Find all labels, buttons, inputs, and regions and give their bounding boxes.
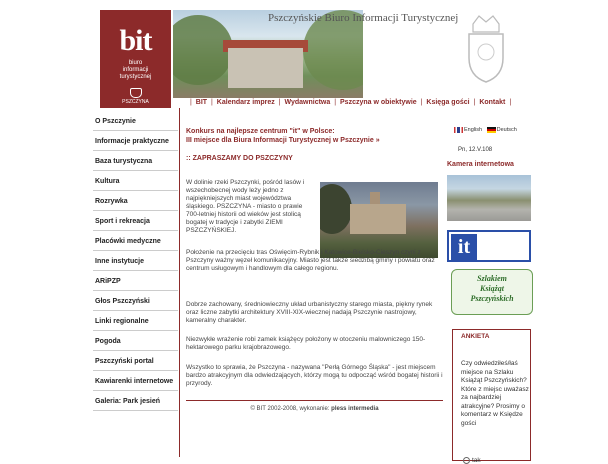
architecture-paragraph: Dobrze zachowany, średniowieczny układ urbanistyczny starego miasta, piękny rynek oraz liczne zabytki architektury XVIII-XIX-wiecznej nadają Pszczynie nastrojowy, kameralny charakter.: [186, 301, 433, 324]
nav-link-kontakt[interactable]: Kontakt: [479, 99, 506, 106]
sidebar-item-kultura[interactable]: Kultura: [93, 176, 178, 191]
logo-line: turystycznej: [119, 74, 152, 80]
sidebar: [93, 116, 178, 416]
szlak-line: Książąt: [479, 284, 504, 293]
building-shape: [228, 48, 303, 88]
tree-shape: [320, 184, 352, 234]
sidebar-item-kawiarenki[interactable]: Kawiarenki internetowe: [93, 376, 178, 391]
webcam-label[interactable]: Kamera internetowa: [447, 161, 514, 168]
sidebar-item-portal[interactable]: Pszczyński portal: [93, 356, 178, 371]
logo-town: PSZCZYNA: [122, 99, 149, 105]
sidebar-item-placowki[interactable]: Placówki medyczne: [93, 236, 178, 251]
nav-link-ksiega[interactable]: Księga gości: [426, 99, 470, 106]
sidebar-item-pogoda[interactable]: Pogoda: [93, 336, 178, 351]
sidebar-item-rozrywka[interactable]: Rozrywka: [93, 196, 178, 211]
site-title: Pszczyńskie Biuro Informacji Turystycznej: [268, 12, 459, 24]
szlak-line: Pszczyńskich: [470, 294, 514, 303]
poll-box: [452, 329, 531, 464]
footer-copyright: © BIT 2002-2008, wykonanie:: [250, 406, 330, 412]
current-date: Pn, 12.V.108: [458, 147, 493, 153]
language-switch: [454, 127, 517, 133]
sidebar-item-linki[interactable]: Linki regionalne: [93, 316, 178, 331]
castle-photo: [320, 182, 438, 258]
webcam-image[interactable]: [447, 175, 531, 221]
sidebar-item-aripzp[interactable]: ARiPZP: [93, 276, 178, 291]
main-content: [186, 127, 443, 387]
it-logo-banner[interactable]: [447, 230, 531, 262]
sidebar-item-baza[interactable]: Baza turystyczna: [93, 156, 178, 171]
castle-paragraph: Niezwykłe wrażenie robi zamek książęcy położony w otoczeniu malowniczego 150-hektarowego parku krajobrazowego.: [186, 336, 426, 351]
radio-icon[interactable]: [463, 457, 470, 464]
nav-link-bit[interactable]: BIT: [195, 99, 208, 106]
poll-question: Czy odwiedziłeś/łaś miejsce na Szlaku Książąt Pszczyńskich? Które z miejsc uważasz za najbardziej atrakcyjne? Prosimy o komentarz w Księdze gości: [461, 360, 529, 427]
uk-flag-icon: [454, 127, 463, 133]
sidebar-item-galeria[interactable]: Galeria: Park jesień: [93, 396, 178, 411]
sidebar-item-sport[interactable]: Sport i rekreacja: [93, 216, 178, 231]
logo-line: biuro: [128, 60, 143, 66]
poll-option-label: tak: [472, 457, 481, 464]
lang-deutsch-label: Deutsch: [496, 127, 517, 134]
footer-maker-link[interactable]: pless intermedia: [331, 406, 379, 412]
contest-headline[interactable]: [186, 127, 443, 145]
lang-deutsch-button[interactable]: [487, 127, 517, 133]
top-navigation: | BIT | Kalendarz imprez | Wydawnictwa | Pszczyna w obiektywie | Księga gości | Kontakt |: [190, 99, 512, 106]
headline-link[interactable]: III miejsce dla Biura Informacji Turystycznej w Pszczynie »: [186, 137, 380, 144]
footer: [186, 406, 443, 412]
logo-lines: [100, 60, 171, 81]
poll-title: ANKIETA: [461, 333, 490, 340]
summary-paragraph: Wszystko to sprawia, że Pszczyna - nazywana "Perłą Górnego Śląska" - jest miejscem bardzo atrakcyjnym dla odwiedzających, którzy mogą tu odpocząć wśród bogatej historii i przyrody.: [186, 364, 443, 387]
sidebar-item-informacje[interactable]: Informacje praktyczne: [93, 136, 178, 151]
coat-of-arms-icon: [463, 14, 509, 84]
section-heading: :: ZAPRASZAMY DO PSZCZYNY: [186, 155, 293, 162]
sidebar-item-glos[interactable]: Głos Pszczyński: [93, 296, 178, 311]
poll-option[interactable]: [463, 457, 481, 464]
lang-english-button[interactable]: [454, 127, 482, 133]
crest-icon: [130, 88, 142, 98]
intro-paragraph: W dolinie rzeki Pszczynki, pośród lasów i wszechobecnej wody leży jedno z najpiękniejszych miast województwa śląskiego. PSZCZYNA - miasto o prawie 700-letniej historii od wieków jest stolicą bogatej w tradycje i zabytki ZIEMI PSZCZYŃSKIEJ.: [186, 179, 305, 234]
sidebar-item-o-pszczynie[interactable]: O Pszczynie: [93, 116, 178, 131]
szlak-banner[interactable]: [451, 269, 533, 315]
it-logo-icon: it: [451, 234, 477, 260]
szlak-line: Szlakiem: [477, 274, 507, 283]
logo[interactable]: [100, 10, 171, 108]
sidebar-item-instytucje[interactable]: Inne instytucje: [93, 256, 178, 271]
nav-link-wydawnictwa[interactable]: Wydawnictwa: [284, 99, 331, 106]
headline-line: Konkurs na najlepsze centrum "it" w Polsce:: [186, 128, 335, 135]
location-paragraph: Położenie na przecięciu tras Oświęcim-Rybnik i Katowice-Bielsko-Cieszyn czyni z Pszczyny ważny węzeł komunikacyjny. Miasto jest także siedzibą gminy i powiatu oraz centrum usługowym i handlowym dla całego regionu.: [186, 249, 435, 272]
footer-divider: [186, 400, 443, 401]
page: [93, 10, 535, 464]
de-flag-icon: [487, 127, 496, 133]
castle-shape: [350, 204, 406, 234]
logo-line: informacji: [122, 67, 149, 73]
logo-text: bit: [119, 24, 152, 57]
lang-english-label: English: [464, 127, 483, 134]
nav-link-obiektyw[interactable]: Pszczyna w obiektywie: [340, 99, 417, 106]
nav-link-kalendarz[interactable]: Kalendarz imprez: [216, 99, 275, 106]
divider: [179, 108, 180, 457]
